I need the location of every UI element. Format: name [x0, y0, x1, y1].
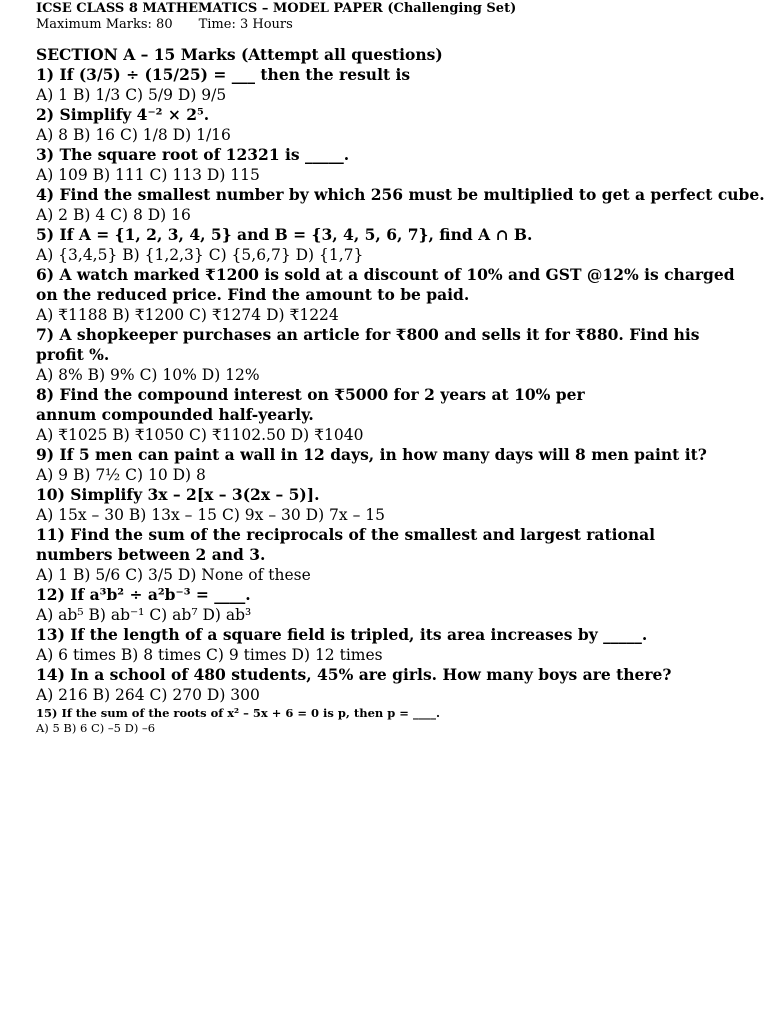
- question-15: [36, 705, 768, 735]
- question-text: 2) Simplify 4⁻² × 2⁵.: [36, 105, 210, 124]
- question-7: [36, 325, 768, 385]
- question-9: [36, 445, 768, 485]
- question-options: A) 6 times B) 8 times C) 9 times D) 12 times: [36, 646, 383, 664]
- question-text: 13) If the length of a square field is tripled, its area increases by _____.: [36, 625, 648, 644]
- question-options: A) 1 B) 5/6 C) 3/5 D) None of these: [36, 566, 311, 584]
- question-list: [36, 65, 768, 735]
- maximum-marks: Maximum Marks: 80: [36, 17, 173, 32]
- question-13: [36, 625, 768, 665]
- question-text: 12) If a³b² ÷ a²b⁻³ = ____.: [36, 585, 251, 604]
- question-1: [36, 65, 768, 105]
- question-14: [36, 665, 768, 705]
- question-text: 1) If (3/5) ÷ (15/25) = ___ then the result is: [36, 65, 411, 84]
- question-options: A) 1 B) 1/3 C) 5/9 D) 9/5: [36, 86, 227, 104]
- question-options: A) 5 B) 6 C) –5 D) –6: [36, 721, 156, 735]
- question-text: 9) If 5 men can paint a wall in 12 days, in how many days will 8 men paint it?: [36, 445, 707, 464]
- question-options: A) 2 B) 4 C) 8 D) 16: [36, 206, 191, 224]
- question-text: 8) Find the compound interest on ₹5000 for 2 years at 10% per annum compounded half-yearly.: [36, 385, 585, 424]
- question-8: [36, 385, 768, 445]
- question-11: [36, 525, 768, 585]
- question-6: [36, 265, 768, 325]
- paper-title: ICSE CLASS 8 MATHEMATICS – MODEL PAPER (Challenging Set): [36, 1, 517, 16]
- question-options: A) ₹1025 B) ₹1050 C) ₹1102.50 D) ₹1040: [36, 426, 364, 444]
- question-options: A) ab⁵ B) ab⁻¹ C) ab⁷ D) ab³: [36, 606, 252, 624]
- question-options: A) 15x – 30 B) 13x – 15 C) 9x – 30 D) 7x – 15: [36, 506, 385, 524]
- question-12: [36, 585, 768, 625]
- question-4: [36, 185, 768, 225]
- question-5: [36, 225, 768, 265]
- question-text: 5) If A = {1, 2, 3, 4, 5} and B = {3, 4, 5, 6, 7}, find A ∩ B.: [36, 225, 533, 244]
- question-text: 7) A shopkeeper purchases an article for ₹800 and sells it for ₹880. Find his profit %.: [36, 325, 700, 364]
- question-2: [36, 105, 768, 145]
- question-text: 15) If the sum of the roots of x² – 5x + 6 = 0 is p, then p = ____.: [36, 706, 440, 720]
- question-options: A) 8% B) 9% C) 10% D) 12%: [36, 366, 260, 384]
- question-options: A) 109 B) 111 C) 113 D) 115: [36, 166, 260, 184]
- question-options: A) ₹1188 B) ₹1200 C) ₹1274 D) ₹1224: [36, 306, 339, 324]
- question-10: [36, 485, 768, 525]
- question-options: A) 216 B) 264 C) 270 D) 300: [36, 686, 260, 704]
- question-text: 14) In a school of 480 students, 45% are girls. How many boys are there?: [36, 665, 672, 684]
- question-text: 4) Find the smallest number by which 256 must be multiplied to get a perfect cube.: [36, 185, 765, 204]
- question-options: A) 9 B) 7½ C) 10 D) 8: [36, 466, 206, 484]
- question-3: [36, 145, 768, 185]
- time-allowed: Time: 3 Hours: [198, 17, 293, 32]
- paper-meta: [36, 17, 768, 33]
- question-options: A) 8 B) 16 C) 1/8 D) 1/16: [36, 126, 231, 144]
- question-text: 6) A watch marked ₹1200 is sold at a discount of 10% and GST @12% is charged on the reduced price. Find the amount to be paid.: [36, 265, 735, 304]
- section-a-heading: SECTION A – 15 Marks (Attempt all questions): [36, 45, 443, 64]
- question-text: 3) The square root of 12321 is _____.: [36, 145, 350, 164]
- question-options: A) {3,4,5} B) {1,2,3} C) {5,6,7} D) {1,7}: [36, 246, 364, 264]
- question-text: 10) Simplify 3x – 2[x – 3(2x – 5)].: [36, 485, 320, 504]
- question-text: 11) Find the sum of the reciprocals of the smallest and largest rational numbers between 2 and 3.: [36, 525, 656, 564]
